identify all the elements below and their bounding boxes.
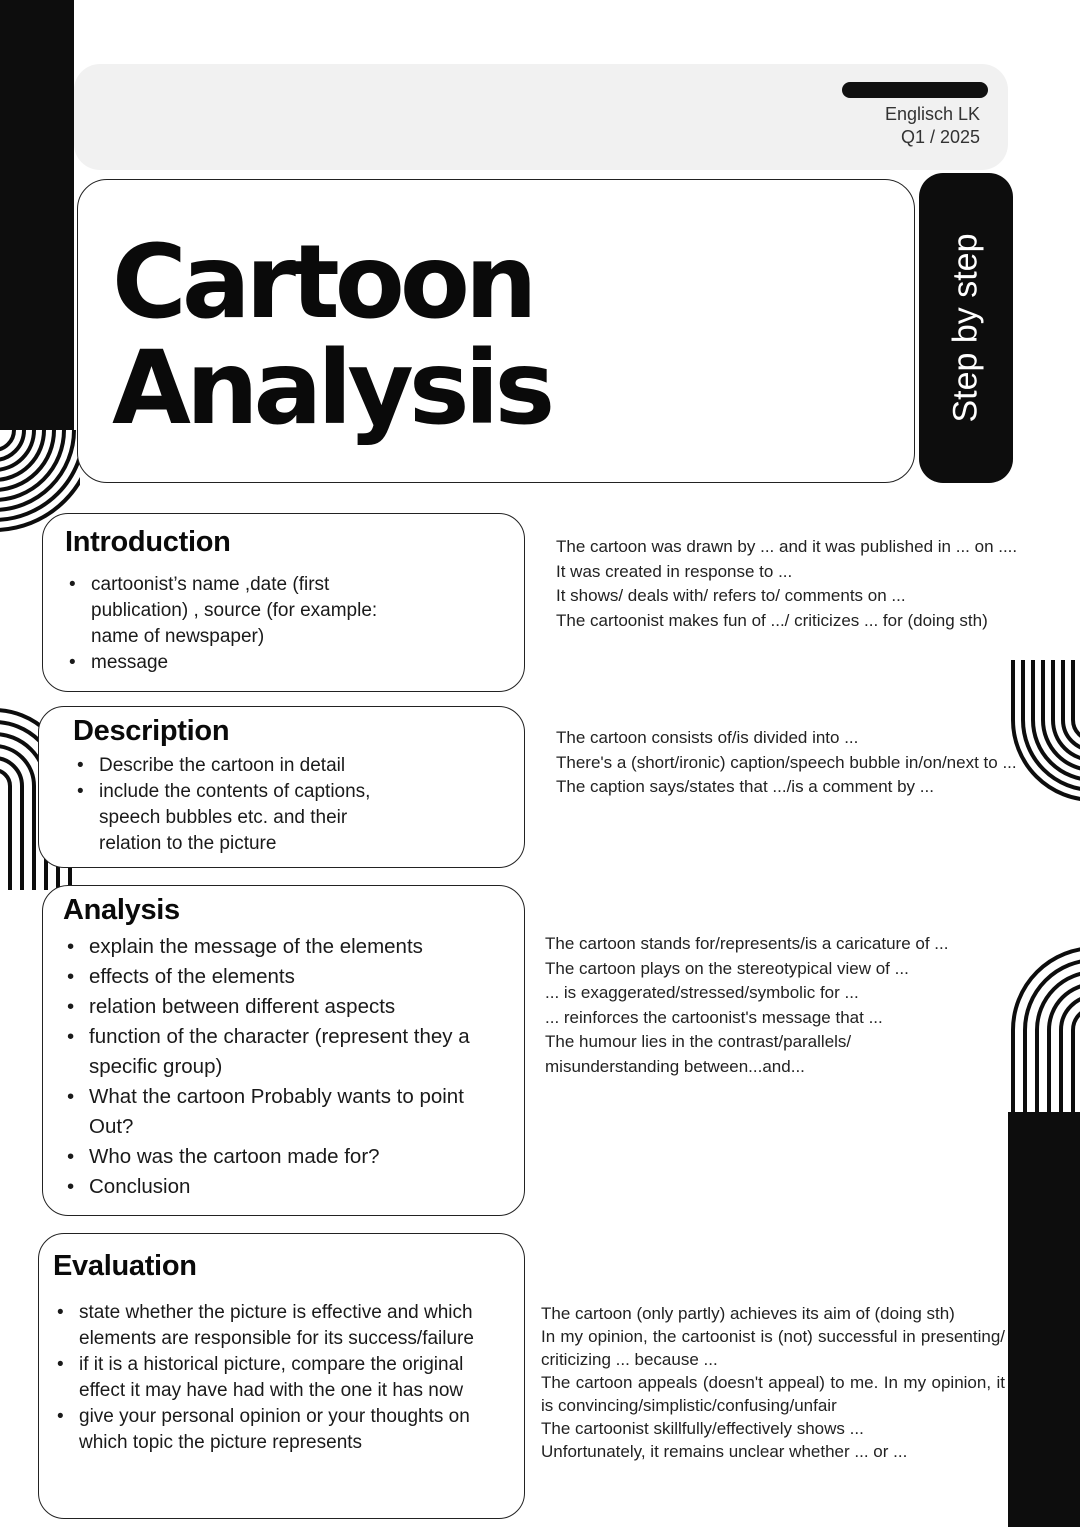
description-bullet: • include the contents of captions, speech bubbles etc. and their relation to the picture: [73, 779, 504, 857]
analysis-bullet: • function of the character (represent they a specific group): [63, 1022, 508, 1082]
phrase-line: In my opinion, the cartoonist is (not) successful in presenting/ criticizing ... because ...: [541, 1327, 1005, 1369]
evaluation-heading: Evaluation: [53, 1250, 197, 1282]
concentric-arcs-right-lower: [1005, 940, 1080, 1120]
phrase-line: It was created in response to ...: [556, 561, 793, 581]
analysis-bullet: • effects of the elements: [63, 962, 508, 992]
phrase-line: The cartoon was drawn by ... and it was published in ... on ....: [556, 537, 1018, 556]
step-by-step-label: Step by step: [946, 233, 985, 423]
phrase-line: The humour lies in the contrast/parallels/ misunderstanding between...and...: [545, 1032, 852, 1076]
analysis-bullet: • explain the message of the elements: [63, 932, 508, 962]
decorative-left-bar: [0, 0, 74, 430]
course-name: Englisch LK: [884, 104, 980, 124]
phrase-line: The caption says/states that .../is a comment by ...: [556, 777, 934, 796]
introduction-bullet: • cartoonist’s name ,date (first publication) , source (for example: name of newspaper): [65, 572, 504, 650]
description-bullet: • Describe the cartoon in detail: [73, 753, 504, 779]
course-term: Q1 / 2025: [900, 127, 980, 147]
evaluation-bullet: • if it is a historical picture, compare the original effect it may have had with the one it has now: [53, 1352, 504, 1404]
introduction-heading: Introduction: [65, 526, 231, 558]
phrase-line: The cartoonist skillfully/effectively shows ...: [541, 1419, 864, 1438]
title-line-2: Analysis: [112, 329, 551, 448]
introduction-bullet: • message: [65, 650, 504, 676]
phrase-line: There's a (short/ironic) caption/speech bubble in/on/next to ...: [556, 752, 1017, 772]
analysis-bullet: • relation between different aspects: [63, 992, 508, 1022]
phrase-line: The cartoon (only partly) achieves its aim of (doing sth): [541, 1304, 955, 1323]
redacted-name: [842, 82, 988, 98]
decorative-right-bar: [1008, 1112, 1080, 1527]
step-by-step-tab: [919, 173, 1013, 483]
introduction-phrases: [556, 535, 1056, 633]
evaluation-phrases: [541, 1302, 1005, 1463]
analysis-bullet: • What the cartoon Probably wants to point Out?: [63, 1082, 508, 1142]
phrase-line: The cartoon stands for/represents/is a caricature of ...: [545, 934, 949, 953]
phrase-line: The cartoon consists of/is divided into ...: [556, 728, 859, 747]
title-line-1: Cartoon: [112, 223, 533, 342]
analysis-phrases: [545, 932, 995, 1079]
analysis-heading: Analysis: [63, 894, 180, 926]
description-phrases: [556, 726, 1026, 800]
evaluation-bullet: • give your personal opinion or your thoughts on which topic the picture represents: [53, 1404, 504, 1456]
evaluation-card: [38, 1233, 525, 1519]
phrase-line: The cartoonist makes fun of .../ criticizes ... for (doing sth): [556, 610, 988, 630]
phrase-line: The cartoon plays on the stereotypical view of ...: [545, 958, 909, 978]
introduction-card: [42, 513, 525, 692]
course-info: [885, 103, 980, 149]
phrase-line: The cartoon appeals (doesn't appeal) to me. In my opinion, it is convincing/simplistic/confusing/unfair: [541, 1373, 1005, 1415]
phrase-line: Unfortunately, it remains unclear whether ... or ...: [541, 1442, 908, 1461]
page-title: [112, 223, 551, 448]
phrase-line: ... is exaggerated/stressed/symbolic for ...: [545, 983, 859, 1002]
analysis-bullet: • Conclusion: [63, 1172, 508, 1202]
evaluation-bullet: • state whether the picture is effective and which elements are responsible for its success/failure: [53, 1300, 504, 1352]
phrase-line: ... reinforces the cartoonist's message that ...: [545, 1007, 883, 1027]
phrase-line: It shows/ deals with/ refers to/ comments on ...: [556, 586, 906, 605]
description-heading: Description: [73, 715, 230, 747]
header-band: [74, 64, 1008, 170]
analysis-bullet: • Who was the cartoon made for?: [63, 1142, 508, 1172]
description-card: [38, 706, 525, 868]
analysis-card: [42, 885, 525, 1216]
